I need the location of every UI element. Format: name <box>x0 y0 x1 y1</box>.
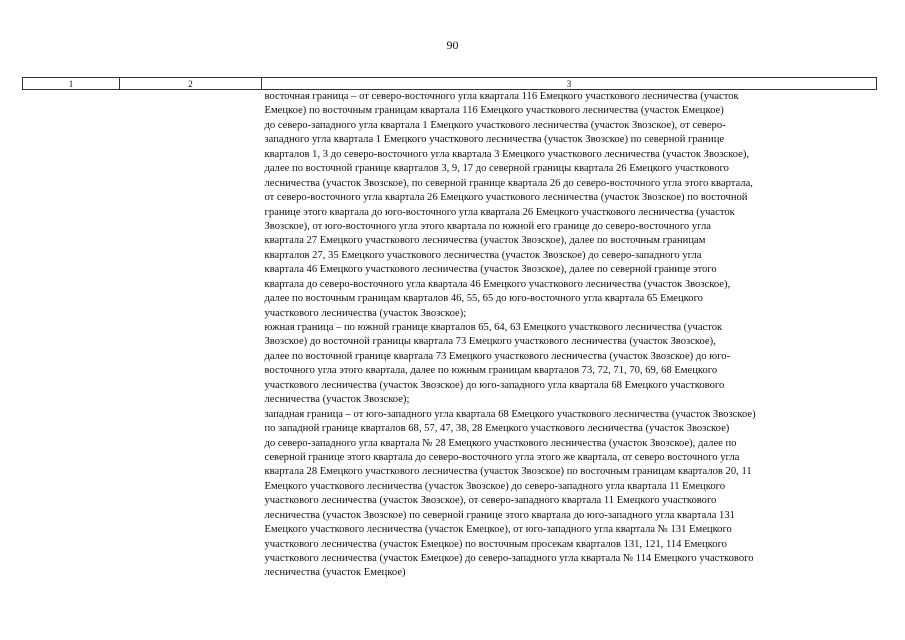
boundary-description-text <box>265 90 877 581</box>
text-line: западного угла квартала 1 Емецкого участкового лесничества (участок Звозское) по северной границе <box>264 134 725 146</box>
text-line: участкового лесничества (участок Звозское) до юго-западного угла квартала 68 Емецкого участкового <box>264 379 725 391</box>
text-line: далее по восточной границе кварталов 3, 9, 17 до северной границы квартала 26 Емецкого участкового <box>264 163 729 175</box>
text-line: кварталов 1, 3 до северо-восточного угла квартала 3 Емецкого участкового лесничества (участок Звозское), <box>264 148 749 160</box>
boundary-description-table <box>22 77 877 581</box>
text-line: границе этого квартала до юго-восточного угла квартала 26 Емецкого участкового лесничества (участок <box>264 206 735 218</box>
text-line: участкового лесничества (участок Звозское); <box>264 307 467 319</box>
text-line: от северо-восточного угла квартала 26 Емецкого участкового лесничества (участок Звозское) по восточной <box>264 192 748 204</box>
text-line: Звозское), от юго-восточного угла этого квартала по южной его границе до северо-восточного угла <box>264 220 711 232</box>
text-line: восточного угла этого квартала, далее по южным границам кварталов 73, 72, 71, 70, 69, 68 Емецкого <box>264 365 718 377</box>
text-line: Емецкое) по восточным границам квартала 116 Емецкого участкового лесничества (участок Емецкое) <box>264 105 724 117</box>
column-header-1: 1 <box>23 78 120 90</box>
text-line: южная граница – по южной границе кварталов 65, 64, 63 Емецкого участкового лесничества (участок <box>264 322 723 333</box>
text-line: до северо-западного угла квартала 1 Емецкого участкового лесничества (участок Звозское), от северо- <box>264 119 726 131</box>
text-line: восточная граница – от северо-восточного угла квартала 116 Емецкого участкового лесничества (участок <box>264 91 739 102</box>
table-row <box>23 90 877 581</box>
text-line: участкового лесничества (участок Емецкое) до северо-западного угла квартала № 114 Емецкого участкового <box>264 553 754 564</box>
column-header-2: 2 <box>120 78 262 90</box>
text-line: участкового лесничества (участок Звозское), от северо-западного квартала 11 Емецкого участкового <box>264 495 717 507</box>
text-line: участкового лесничества (участок Емецкое) по восточным просекам кварталов 131, 121, 114 Емецкого <box>264 538 727 550</box>
text-line: далее по восточным границам кварталов 46, 55, 65 до юго-восточного угла квартала 65 Емецкого <box>264 293 703 305</box>
text-line: лесничества (участок Звозское); <box>264 394 410 406</box>
text-line: лесничества (участок Звозское), по северной границе квартала 26 до северо-восточного угла этого квартала, <box>264 177 753 189</box>
text-line: квартала до северо-восточного угла квартала 46 Емецкого участкового лесничества (участок Звозское), <box>264 278 731 290</box>
text-line: западная граница – от юго-западного угла квартала 68 Емецкого участкового лесничества (участок Звозское) <box>264 408 756 420</box>
text-line: кварталов 27, 35 Емецкого участкового лесничества (участок Звозское) до северо-западного угла <box>264 249 702 261</box>
column-header-3: 3 <box>262 78 877 90</box>
page-number: 90 <box>446 38 459 52</box>
text-line: Емецкого участкового лесничества (участок Емецкое), от юго-западного угла квартала № 131 Емецкого <box>264 524 732 536</box>
text-line: далее по восточной границе квартала 73 Емецкого участкового лесничества (участок Звозское) до юго- <box>264 350 731 362</box>
text-line: квартала 27 Емецкого участкового лесничества (участок Звозское), далее по восточным границам <box>264 235 706 247</box>
text-line: северной границе этого квартала до северо-восточного угла этого же квартала, от северо восточного угла <box>264 451 740 463</box>
text-line: по западной границе кварталов 68, 57, 47, 38, 28 Емецкого участкового лесничества (участок Звозское) <box>264 423 730 435</box>
text-line: лесничества (участок Звозское) по северной границе этого квартала до юго-западного угла квартала 131 <box>264 509 735 521</box>
text-line: до северо-западного угла квартала № 28 Емецкого участкового лесничества (участок Звозское), далее по <box>264 437 737 449</box>
boundary-description-cell <box>262 90 877 581</box>
text-line: лесничества (участок Емецкое) <box>264 567 406 579</box>
table-header-row <box>23 78 877 90</box>
column-2-cell <box>120 90 262 581</box>
column-1-cell <box>23 90 120 581</box>
text-line: квартала 28 Емецкого участкового лесничества (участок Звозское) по восточным границам кварталов 20, 11 <box>264 466 752 478</box>
text-line: Звозское) до восточной границы квартала 73 Емецкого участкового лесничества (участок Звозское), <box>264 336 716 348</box>
text-line: квартала 46 Емецкого участкового лесничества (участок Звозское), далее по северной границе этого <box>264 264 717 276</box>
text-line: Емецкого участкового лесничества (участок Звозское) до северо-западного угла квартала 11 Емецкого <box>264 480 726 492</box>
